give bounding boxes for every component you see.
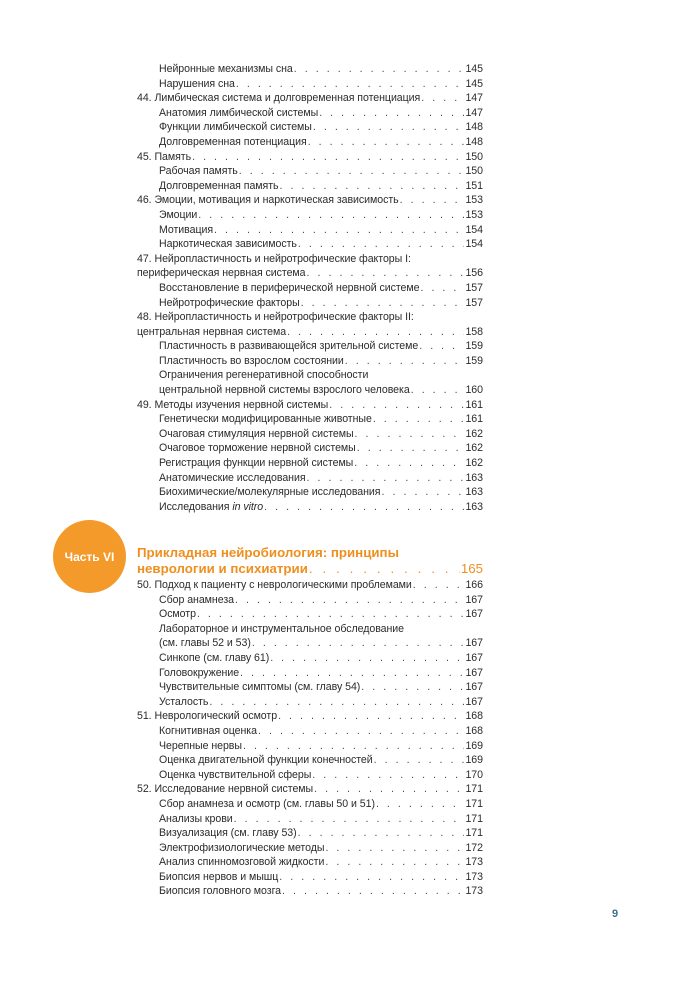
toc-entry-title: Нейротрофические факторы [159, 296, 300, 309]
toc-subentry [137, 296, 483, 311]
toc-subentry [137, 208, 483, 223]
dot-leader [312, 768, 464, 783]
toc-entry-title: Биопсия головного мозга [159, 885, 281, 898]
toc-entry-title: Очаговая стимуляция нервной системы [159, 427, 354, 440]
toc-entry-title: периферическая нервная система [137, 267, 306, 280]
dot-leader [308, 135, 465, 150]
part-badge-label: Часть VI [64, 549, 115, 564]
toc-entry-title: Регистрация функции нервной системы [159, 457, 354, 470]
toc-entry-page: 151 [465, 179, 483, 192]
toc-entry-title: Очаговое торможение нервной системы [159, 442, 356, 455]
toc-entry-page: 171 [465, 827, 483, 840]
toc-entry-title: Чувствительные симптомы (см. главу 54) [159, 681, 361, 694]
dot-leader [209, 695, 464, 710]
toc-entry-title: Лабораторное и инструментальное обследование [159, 622, 405, 635]
toc-entry-title: Пластичность в развивающейся зрительной системе [159, 340, 419, 353]
dot-leader [373, 412, 465, 427]
toc-entry-page: 150 [465, 165, 483, 178]
italic-text: in vitro [232, 500, 264, 513]
toc-entry-title: 48. Нейропластичность и нейротрофические факторы II: [137, 311, 414, 324]
dot-leader [280, 179, 465, 194]
toc-entry-page: 168 [465, 724, 483, 737]
toc-entry-title: центральная нервная система [137, 325, 287, 338]
dot-leader [240, 666, 464, 681]
toc-entry-page: 158 [465, 325, 483, 338]
toc-subentry [137, 622, 483, 637]
toc-subentry [137, 797, 483, 812]
dot-leader [298, 237, 465, 252]
part-title-line2-row [137, 561, 483, 577]
toc-entry-title: Синкопе (см. главу 61) [159, 651, 270, 664]
toc-entry-title: Сбор анамнеза и осмотр (см. главы 50 и 51) [159, 797, 375, 810]
toc-subentry [137, 368, 483, 383]
toc-subentry [137, 826, 483, 841]
part-badge [53, 520, 126, 593]
toc-entry-title: 47. Нейропластичность и нейротрофические факторы I: [137, 252, 411, 265]
dot-leader [400, 193, 465, 208]
dot-leader [298, 826, 465, 841]
dot-leader [421, 91, 464, 106]
toc-entry-page: 145 [465, 77, 483, 90]
toc-entry-title: Исследования in vitro [159, 500, 264, 513]
dot-leader [307, 266, 465, 281]
toc-entry-title: Мотивация [159, 223, 214, 236]
toc-entry-page: 169 [465, 739, 483, 752]
dot-leader [411, 383, 465, 398]
toc-subentry [137, 680, 483, 695]
dot-leader [198, 208, 464, 223]
toc-entry-page: 167 [465, 666, 483, 679]
dot-leader [236, 77, 465, 92]
toc-subentry [137, 884, 483, 899]
toc-entry-page: 173 [465, 870, 483, 883]
dot-leader [197, 607, 465, 622]
dot-leader [419, 339, 464, 354]
toc-chapter-entry [137, 578, 483, 593]
dot-leader [282, 884, 464, 899]
dot-leader [374, 753, 465, 768]
toc-subentry [137, 354, 483, 369]
toc-chapter-entry [137, 252, 483, 267]
dot-leader [354, 456, 464, 471]
dot-leader [313, 120, 465, 135]
toc-subentry [137, 724, 483, 739]
toc-entry-page: 154 [465, 238, 483, 251]
toc-subentry [137, 812, 483, 827]
toc-entry-page: 173 [465, 885, 483, 898]
toc-subentry [137, 666, 483, 681]
toc-entry-page: 167 [465, 608, 483, 621]
toc-chapter-entry [137, 193, 483, 208]
toc-entry-page: 171 [465, 783, 483, 796]
toc-entry-title: Анатомия лимбической системы [159, 106, 319, 119]
dot-leader [413, 578, 465, 593]
toc-chapter-entry [137, 91, 483, 106]
toc-subentry [137, 471, 483, 486]
toc-entry-title: центральной нервной системы взрослого человека [159, 384, 410, 397]
toc-entry-title: Анализы крови [159, 812, 233, 825]
toc-entry-page: 161 [465, 413, 483, 426]
dot-leader [294, 62, 465, 77]
toc-entry-page: 170 [465, 768, 483, 781]
toc-chapter-entry [137, 782, 483, 797]
toc-subentry [137, 500, 483, 515]
toc-subentry [137, 695, 483, 710]
toc-subentry [137, 62, 483, 77]
toc-subentry [137, 179, 483, 194]
toc-chapter-entry [137, 150, 483, 165]
toc-entry-title: Электрофизиологические методы [159, 841, 325, 854]
toc-subentry [137, 768, 483, 783]
dot-leader [278, 709, 464, 724]
toc-entry-title: Восстановление в периферической нервной системе [159, 281, 420, 294]
toc-entry-title: Усталость [159, 695, 209, 708]
toc-entry-page: 171 [465, 812, 483, 825]
dot-leader [381, 485, 464, 500]
toc-entry-page: 162 [465, 457, 483, 470]
toc-subentry [137, 441, 483, 456]
toc-entry-title: 45. Память [137, 150, 192, 163]
dot-leader [309, 561, 460, 577]
toc-entry-page: 172 [465, 841, 483, 854]
toc-subentry [137, 237, 483, 252]
dot-leader [279, 870, 464, 885]
toc-subentry [137, 870, 483, 885]
toc-entry-title: Долговременная потенциация [159, 135, 307, 148]
toc-subentry [137, 593, 483, 608]
toc-entry-title: Когнитивная оценка [159, 724, 257, 737]
dot-leader [325, 855, 464, 870]
toc-chapter-entry [137, 325, 483, 340]
dot-leader [287, 325, 464, 340]
dot-leader [258, 724, 465, 739]
dot-leader [329, 398, 464, 413]
toc-entry-page: 162 [465, 442, 483, 455]
toc-subentry [137, 281, 483, 296]
toc-subentry [137, 753, 483, 768]
toc-chapter-entry [137, 310, 483, 325]
toc-subentry [137, 456, 483, 471]
dot-leader [420, 281, 464, 296]
toc-entry-page: 160 [465, 384, 483, 397]
toc-entry-title: Черепные нервы [159, 739, 242, 752]
dot-leader [234, 812, 465, 827]
toc-entry-title: 51. Неврологический осмотр [137, 710, 278, 723]
dot-leader [270, 651, 464, 666]
toc-entry-page: 169 [465, 754, 483, 767]
toc-entry-page: 167 [465, 681, 483, 694]
dot-leader [252, 636, 465, 651]
toc-entry-title: Сбор анамнеза [159, 593, 234, 606]
toc-entry-page: 153 [465, 208, 483, 221]
toc-subentry [137, 427, 483, 442]
toc-entry-title: Долговременная память [159, 179, 279, 192]
toc-entry-title: Биохимические/молекулярные исследования [159, 486, 381, 499]
toc-subentry [137, 855, 483, 870]
toc-subentry [137, 607, 483, 622]
toc-entry-title: Анатомические исследования [159, 471, 306, 484]
toc-entry-page: 156 [465, 267, 483, 280]
dot-leader [355, 427, 465, 442]
toc-entry-title: Наркотическая зависимость [159, 238, 297, 251]
toc-entry-page: 163 [465, 486, 483, 499]
toc-entry-page: 157 [465, 281, 483, 294]
toc-entry-page: 154 [465, 223, 483, 236]
toc-subentry [137, 636, 483, 651]
toc-entry-page: 148 [465, 135, 483, 148]
toc-entry-title: Биопсия нервов и мышц [159, 870, 279, 883]
toc-section-bottom [137, 578, 483, 899]
toc-subentry [137, 77, 483, 92]
toc-subentry [137, 120, 483, 135]
dot-leader [301, 296, 465, 311]
dot-leader [314, 782, 464, 797]
toc-entry-title: (см. главы 52 и 53) [159, 637, 251, 650]
dot-leader [192, 150, 464, 165]
toc-entry-page: 147 [465, 92, 483, 105]
toc-entry-page: 153 [465, 194, 483, 207]
toc-entry-title: Эмоции [159, 208, 198, 221]
toc-entry-page: 167 [465, 637, 483, 650]
toc-chapter-entry [137, 398, 483, 413]
toc-section-top [137, 62, 483, 514]
toc-entry-title: 49. Методы изучения нервной системы [137, 398, 329, 411]
toc-subentry [137, 651, 483, 666]
toc-entry-title: Нейронные механизмы сна [159, 63, 293, 75]
toc-entry-title: Ограничения регенеративной способности [159, 369, 369, 382]
toc-subentry [137, 383, 483, 398]
toc-entry-page: 157 [465, 296, 483, 309]
toc-subentry [137, 485, 483, 500]
part-title-line1: Прикладная нейробиология: принципы [137, 545, 399, 560]
toc-entry-title: Функции лимбической системы [159, 121, 312, 134]
toc-entry-page: 167 [465, 651, 483, 664]
dot-leader [264, 500, 464, 515]
toc-entry-title: 44. Лимбическая система и долговременная потенциация [137, 92, 421, 105]
dot-leader [376, 797, 465, 812]
toc-entry-title: Осмотр [159, 608, 196, 621]
toc-entry-title: Пластичность во взрослом состоянии [159, 354, 344, 367]
toc-entry-title: Нарушения сна [159, 77, 235, 90]
toc-chapter-entry [137, 709, 483, 724]
toc-entry-title: Рабочая память [159, 165, 238, 178]
toc-entry-page: 145 [465, 63, 483, 75]
page-number: 9 [612, 908, 619, 920]
toc-entry-page: 163 [465, 500, 483, 513]
toc-entry-page: 167 [465, 695, 483, 708]
toc-entry-title: 46. Эмоции, мотивация и наркотическая зависимость [137, 194, 399, 207]
toc-entry-title: Визуализация (см. главу 53) [159, 827, 297, 840]
toc-entry-page: 148 [465, 121, 483, 134]
toc-entry-title: 50. Подход к пациенту с неврологическими проблемами [137, 579, 412, 591]
dot-leader [325, 841, 464, 856]
toc-entry-page: 167 [465, 593, 483, 606]
dot-leader [319, 106, 464, 121]
toc-entry-title: Генетически модифицированные животные [159, 413, 372, 426]
dot-leader [345, 354, 465, 369]
part-title [137, 545, 483, 576]
toc-entry-page: 159 [465, 340, 483, 353]
toc-subentry [137, 223, 483, 238]
toc-subentry [137, 106, 483, 121]
dot-leader [214, 223, 464, 238]
toc-subentry [137, 164, 483, 179]
toc-chapter-entry [137, 266, 483, 281]
toc-entry-page: 171 [465, 797, 483, 810]
toc-entry-page: 163 [465, 471, 483, 484]
part-title-line2: неврологии и психиатрии [137, 560, 308, 576]
toc-entry-title: Анализ спинномозговой жидкости [159, 856, 325, 869]
toc-subentry [137, 739, 483, 754]
toc-entry-page: 168 [465, 710, 483, 723]
dot-leader [235, 593, 464, 608]
toc-subentry [137, 135, 483, 150]
toc-entry-page: 150 [465, 150, 483, 163]
toc-entry-page: 161 [465, 398, 483, 411]
part-page: 165 [460, 560, 483, 576]
toc-entry-page: 147 [465, 106, 483, 119]
dot-leader [243, 739, 465, 754]
dot-leader [361, 680, 464, 695]
toc-entry-page: 159 [465, 354, 483, 367]
toc-subentry [137, 841, 483, 856]
toc-entry-title: Головокружение [159, 666, 240, 679]
toc-entry-title: Оценка чувствительной сферы [159, 768, 312, 781]
toc-entry-title: 52. Исследование нервной системы [137, 783, 314, 796]
toc-entry-page: 162 [465, 427, 483, 440]
toc-subentry [137, 339, 483, 354]
toc-subentry [137, 412, 483, 427]
dot-leader [307, 471, 465, 486]
toc-entry-title: Оценка двигательной функции конечностей [159, 754, 373, 767]
toc-entry-page: 173 [465, 856, 483, 869]
toc-entry-page: 166 [465, 579, 483, 591]
dot-leader [239, 164, 465, 179]
dot-leader [357, 441, 465, 456]
